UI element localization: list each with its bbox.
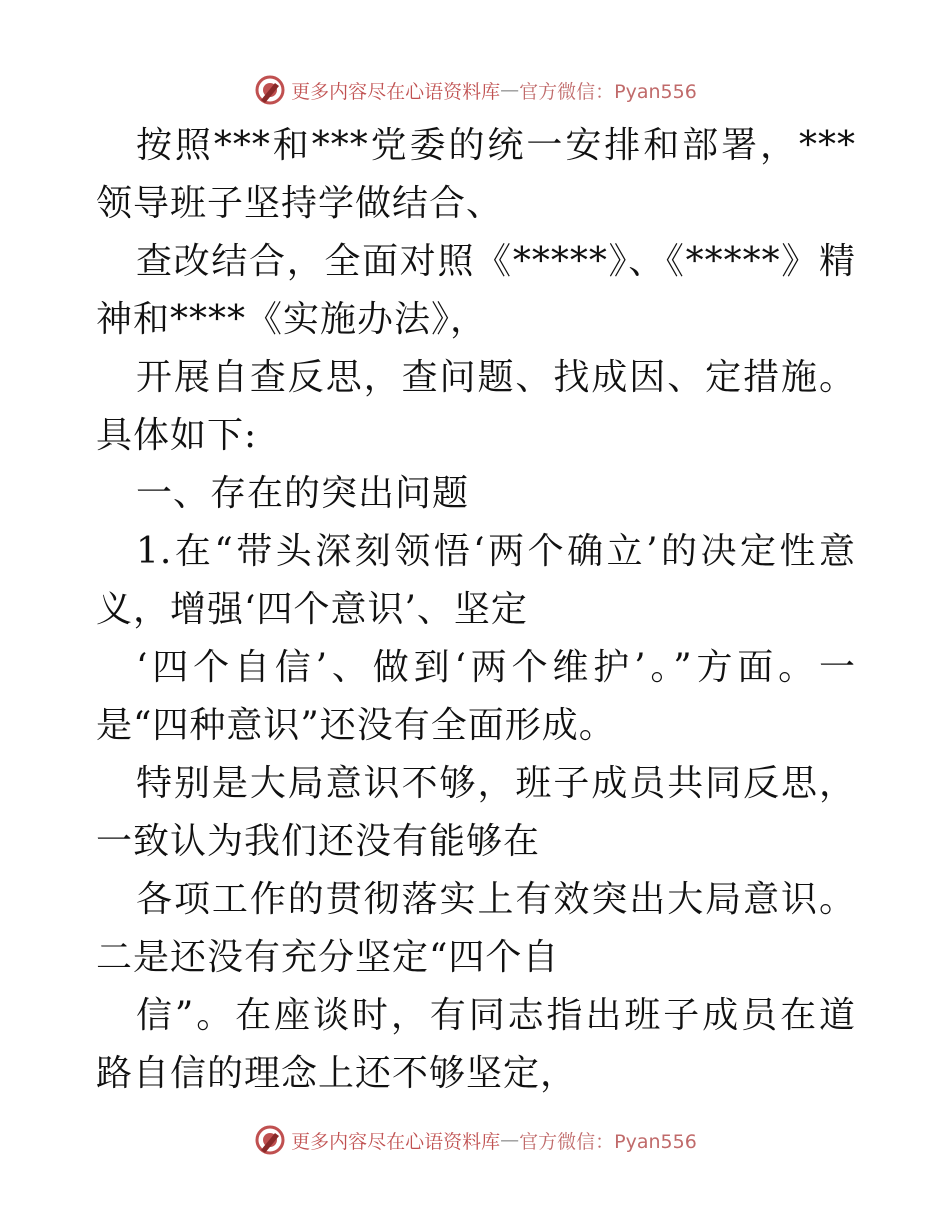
pen-circle-logo-icon bbox=[253, 73, 287, 107]
paragraph: 特别是大局意识不够，班子成员共同反思，一致认为我们还没有能够在 bbox=[96, 763, 856, 862]
watermark-contact: 官方微信：Pyan556 bbox=[519, 1130, 697, 1153]
watermark-brand: 更多内容尽在心语资料库 bbox=[291, 80, 501, 103]
paragraph: 查改结合，全面对照《*****》、《*****》精神和****《实施办法》， bbox=[96, 241, 856, 340]
watermark-brand: 更多内容尽在心语资料库 bbox=[291, 1130, 501, 1153]
document-body bbox=[96, 117, 856, 1103]
paragraph: 各项工作的贯彻落实上有效突出大局意识。二是还没有充分坚定“四个自 bbox=[96, 879, 856, 978]
watermark-separator: — bbox=[500, 1129, 520, 1151]
paragraph: 1.在“带头深刻领悟‘两个确立’的决定性意义，增强‘四个意识’、坚定 bbox=[96, 531, 856, 630]
header-watermark bbox=[0, 70, 950, 110]
paragraph: 信”。在座谈时，有同志指出班子成员在道路自信的理念上还不够坚定， bbox=[96, 995, 856, 1094]
section-heading: 一、存在的突出问题 bbox=[136, 473, 470, 514]
pen-circle-logo-icon bbox=[253, 1123, 287, 1157]
footer-watermark bbox=[0, 1120, 950, 1160]
paragraph: 开展自查反思，查问题、找成因、定措施。具体如下: bbox=[96, 357, 856, 456]
paragraph: ‘四个自信’、做到‘两个维护’。”方面。一是“四种意识”还没有全面形成。 bbox=[96, 647, 856, 746]
paragraph: 按照***和***党委的统一安排和部署，***领导班子坚持学做结合、 bbox=[96, 125, 856, 224]
watermark-contact: 官方微信：Pyan556 bbox=[519, 80, 697, 103]
watermark-separator: — bbox=[500, 79, 520, 101]
